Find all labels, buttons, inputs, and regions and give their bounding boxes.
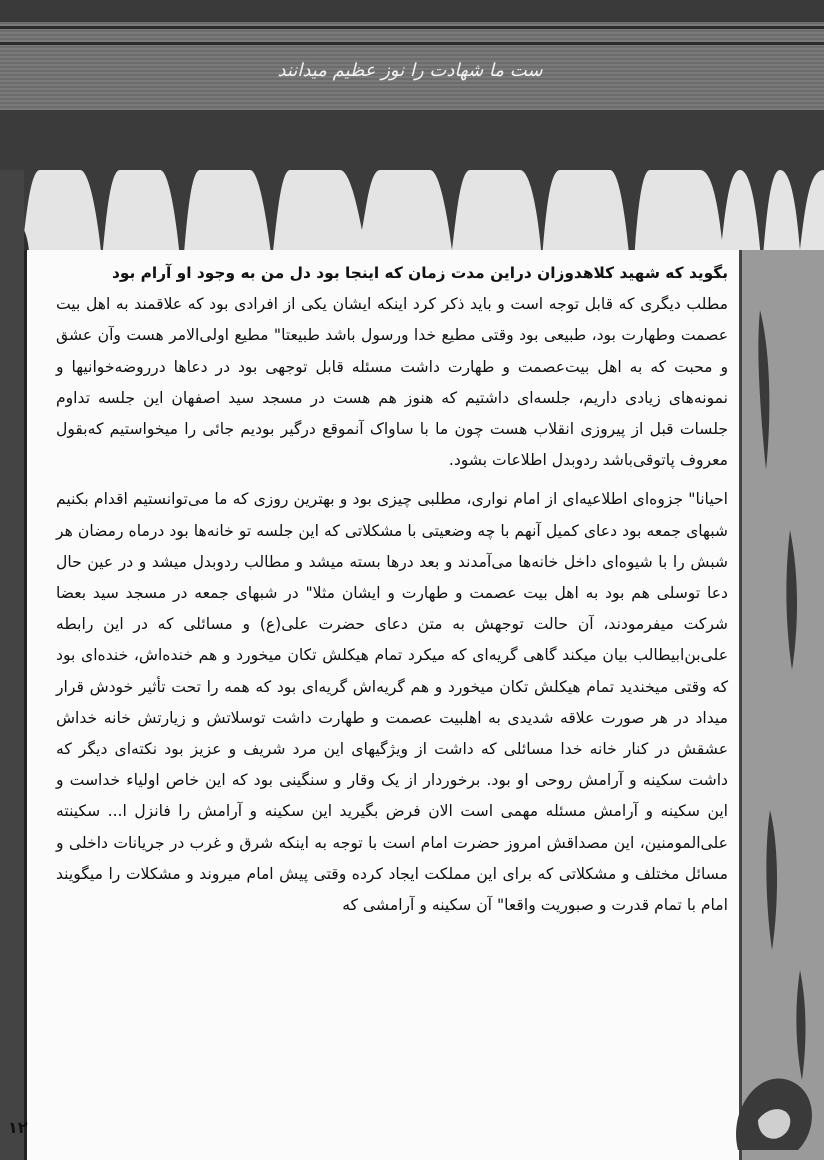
- header-title: ست ما شهادت را نوز عظیم میدانند: [277, 60, 543, 81]
- lead-line: بگوید که شهید کلاهدوزان دراین مدت زمان که اینجا بود دل من به وجود او آرام بود: [111, 264, 728, 282]
- paragraph: مطلب دیگری که قابل توجه است و باید ذکر کرد اینکه ایشان یکی از افرادی بود که علاقمند به اهل بیت عصمت وطهارت بود، طبیعی بود وقتی مطیع خدا ورسول باشد طبیعتا" مطیع اولی‌الامر هست وآن عشق و محبت که به اهل بیت‌عصمت و طهارت داشت مسئله قابل توجهی بود در دعاها درروضه‌خوانیها و نمونه‌های زیادی داریم، جلسه‌ای داشتیم که هنوز هم هست در مسجد سید اصفهان این جلسه تداوم جلسات قبل از پیروزی انقلاب هست چون ما با ساواک آنموقع درگیر بودیم جائی را میخواستیم که‌بقول معروف پاتوقی‌باشد ردوبدل اطلاعات بشود.: [56, 295, 728, 470]
- left-drip-column: [0, 170, 24, 1160]
- page-number: ۱۲: [8, 1118, 28, 1137]
- paragraph: احیانا" جزوه‌ای اطلاعیه‌ای از امام نواری، مطلبی چیزی بود و بهترین روزی که ما می‌توانستیم اقدام بکنیم شبهای جمعه بود دعای کمیل آنهم با چه وضعیتی با مشکلاتی که این جلسه تو خانه‌ها بود درماه رمضان هر شبش را با شیوه‌ای داخل خانه‌ها می‌آمدند و بعد درها بسته میشد و مطالب ردوبدل میشد و در عین حال دعا توسلی هم بود به اهل بیت عصمت و طهارت و ایشان مثلا" در شبهای جمعه در مسجد سید بعضا شرکت میفرمودند، آن حالت توجهش به متن دعای حضرت علی(ع) و مسائلی که در این رابطه علی‌بن‌ابیطالب بیان میکند گاهی گریه‌ای که میکرد تمام هیکلش تکان میخورد و هم خنده‌اش، خنده‌ای بود که وقتی میخندید تمام هیکلش تکان میخورد و هم گریه‌اش گریه‌ای بود که همه را تحت تأثیر خودش قرار میداد در هر صورت علاقه شدیدی به اهلبیت عصمت و طهارت داشت توسلاتش و زیارتش خانه خداش عشقش در کنار خانه خدا مسائلی که داشت از ویژگیهای این مرد شریف و عزیز بود نکته‌ای دیگر که داشت سکینه و آرامش روحی او بود. برخوردار از یک وقار و سنگینی بود که این خاص اولیاء خداست و این سکینه و آرامش مسئله مهمی است الان فرض بگیرید این سکینه و آرامش را فانزل ا... سکینته علی‌المومنین، این مصداقش امروز حضرت امام است با توجه به اینکه شرق و غرب در جریانات داخلی و مسائل مختلف و مشکلاتی که برای این مملکت ایجاد کرده وقتی پیش امام میروند و مشکلات را میگویند امام با تمام قدرت و صبوریت واقعا" آن سکینه و آرامشی که: [56, 490, 728, 915]
- header-rule: [0, 42, 824, 45]
- top-dark-band: [0, 0, 824, 22]
- article-body: [56, 258, 728, 921]
- header-rule: [0, 26, 824, 29]
- corner-ornament: [728, 1040, 824, 1160]
- right-column: [736, 250, 824, 1160]
